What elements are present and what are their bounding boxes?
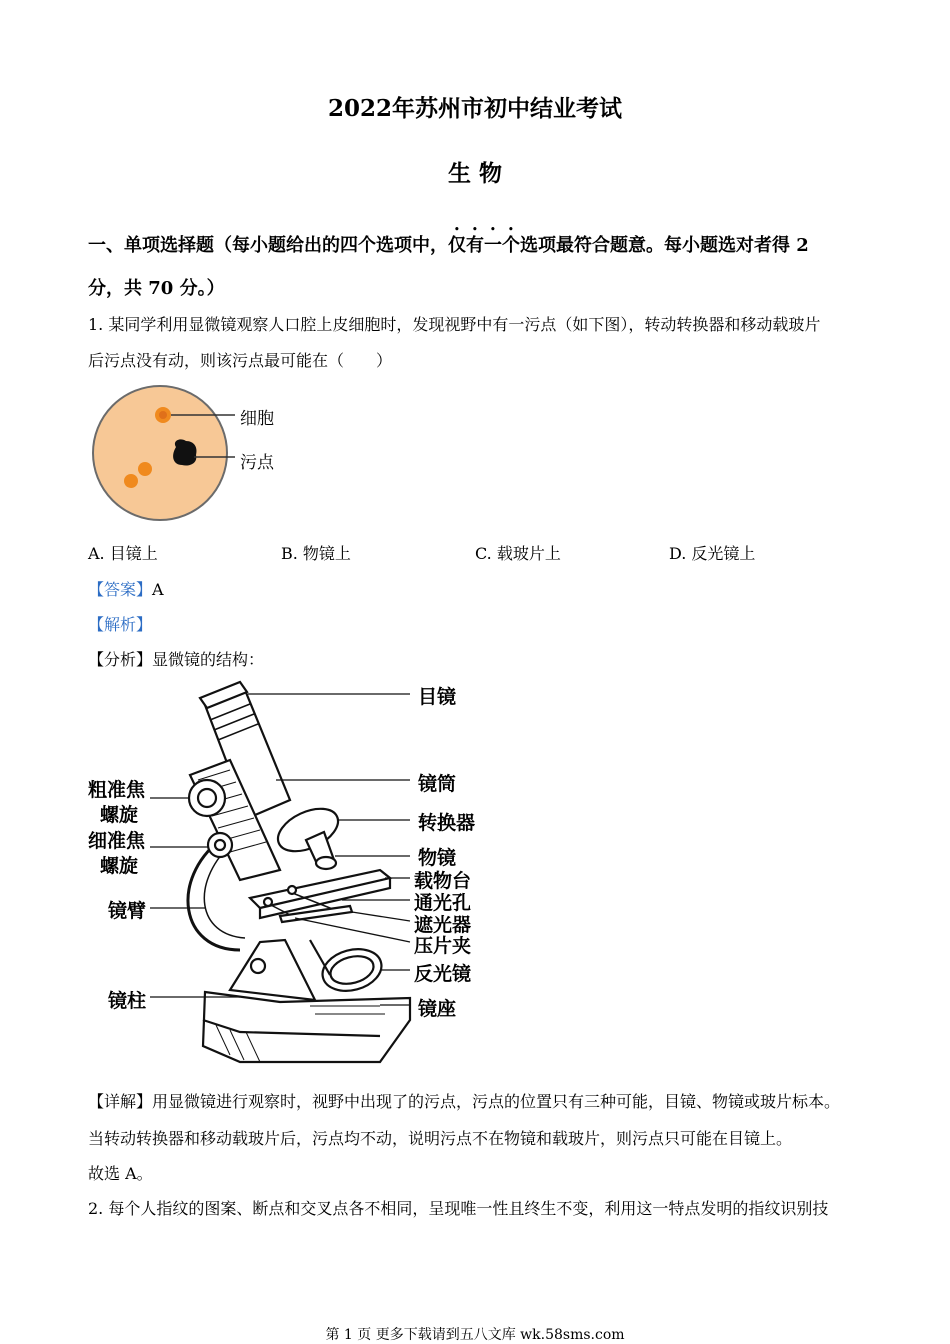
label-cell: 细胞: [240, 409, 274, 429]
answer-tag: 【答案】: [88, 580, 153, 599]
label-nosepiece: 转换器: [418, 812, 476, 834]
label-stage: 载物台: [414, 870, 472, 892]
label-pillar: 镜柱: [108, 990, 147, 1012]
option-d: D. 反光镜上: [669, 544, 756, 563]
label-coarse-2: 螺旋: [100, 804, 139, 826]
label-spot: 污点: [240, 453, 274, 473]
section-heading-line2: 分，共 70 分。）: [88, 278, 225, 299]
label-fine-2: 螺旋: [100, 855, 139, 877]
field-of-view-circle: [93, 386, 227, 520]
label-arm: 镜臂: [108, 900, 147, 922]
microscope-base: [203, 992, 410, 1062]
subject-title: 生 物: [447, 160, 502, 187]
detail-line-2: 当转动转换器和移动载玻片后，污点均不动，说明污点不在物镜和载玻片，则污点只可能在目镜上。: [88, 1129, 793, 1148]
question-1-line-2: 后污点没有动，则该污点最可能在（ ）: [88, 351, 393, 370]
option-c: C. 载玻片上: [475, 544, 561, 563]
question-2-line-1: 2. 每个人指纹的图案、断点和交叉点各不相同，呈现唯一性且终生不变，利用这一特点发明的指纹识别技: [88, 1199, 829, 1218]
section-heading-part-a: 一、单项选择题（每小题给出的四个选项中，: [88, 235, 448, 256]
dirt-spot: [173, 439, 196, 465]
question-1-line-1: 1. 某同学利用显微镜观察人口腔上皮细胞时，发现视野中有一污点（如下图），转动转换器和移动载玻片: [88, 315, 821, 334]
section-heading-part-b: 选项最符合题意。每小题选对者得 2: [520, 235, 809, 256]
cell-3: [124, 474, 138, 488]
microscope-pillar: [230, 940, 315, 1000]
label-aperture: 通光孔: [414, 892, 472, 914]
label-clip: 压片夹: [414, 935, 472, 957]
answer-value: A: [152, 580, 164, 599]
microscope-nosepiece: [271, 800, 344, 860]
label-diaphragm: 遮光器: [414, 914, 472, 936]
section-heading-dotted: 仅有一个: [448, 235, 520, 256]
option-a: A. 目镜上: [88, 544, 158, 563]
analysis-tag: 【解析】: [88, 615, 153, 634]
label-coarse-1: 粗准焦: [88, 779, 146, 801]
analysis-intro: 【分析】显微镜的结构：: [88, 650, 265, 669]
option-b: B. 物镜上: [281, 544, 351, 563]
label-tube: 镜筒: [418, 773, 457, 795]
label-mirror: 反光镜: [414, 963, 472, 985]
answer-line: [88, 577, 164, 600]
label-base: 镜座: [418, 998, 457, 1020]
section-heading: [88, 225, 809, 257]
detail-line-1: 【详解】用显微镜进行观察时，视野中出现了的污点，污点的位置只有三种可能，目镜、物镜或玻片标本。: [88, 1092, 841, 1111]
page-footer: 第 1 页 更多下载请到五八文库 wk.58sms.com: [325, 1327, 625, 1343]
label-eyepiece: 目镜: [418, 686, 457, 708]
exam-title: 2022年苏州市初中结业考试: [327, 95, 622, 122]
cell-2: [138, 462, 152, 476]
label-fine-1: 细准焦: [88, 830, 146, 852]
label-objective: 物镜: [418, 847, 457, 869]
conclusion: 故选 A。: [88, 1164, 153, 1183]
